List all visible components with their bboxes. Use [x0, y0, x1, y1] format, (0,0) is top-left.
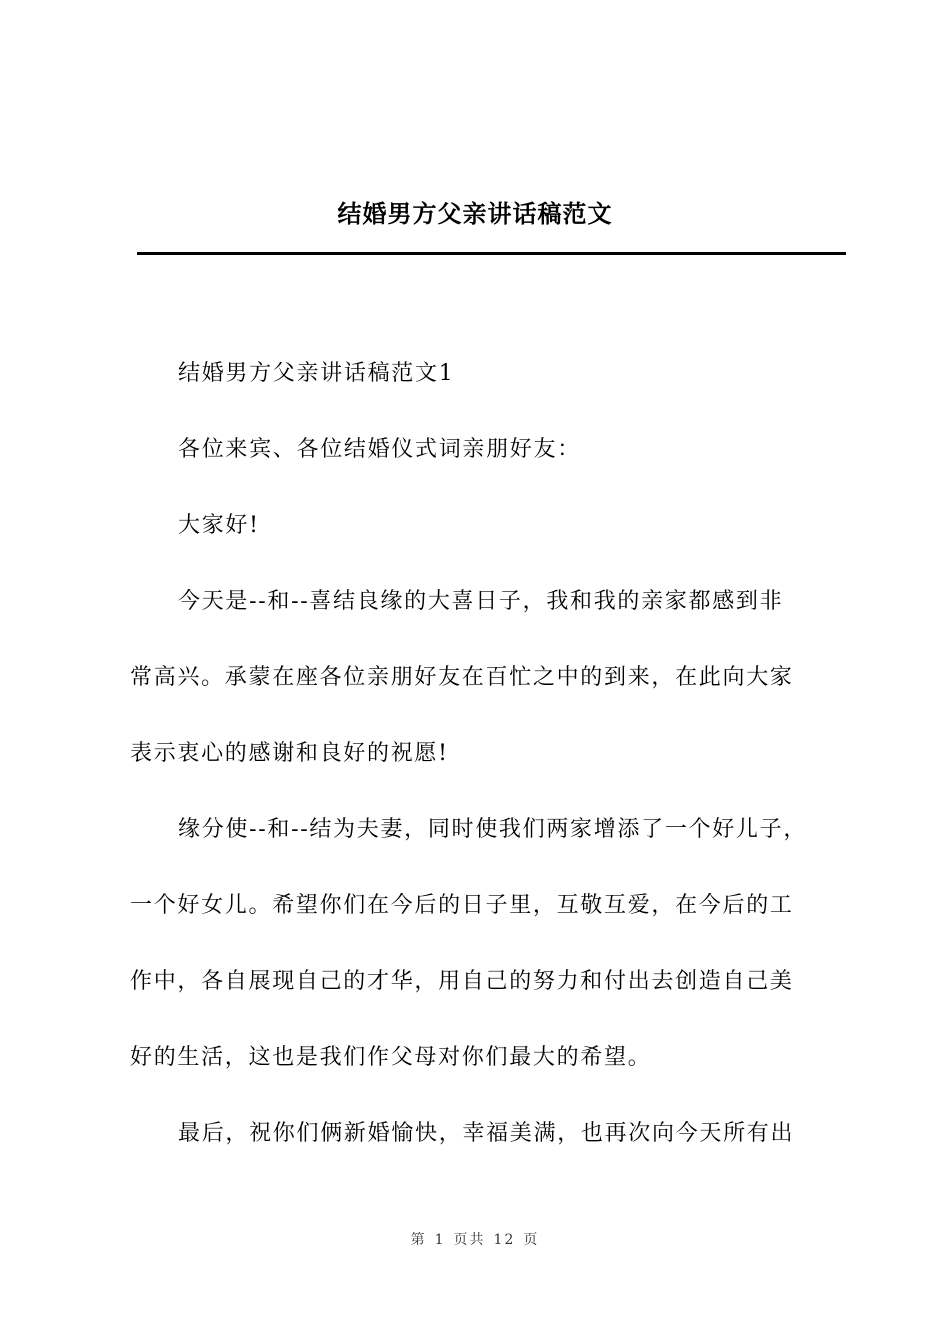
text-line: 缘分使--和--结为夫妻，同时使我们两家增添了一个好儿子，: [178, 817, 808, 842]
title-underline: [137, 252, 846, 255]
page-label-suffix: 页: [523, 1232, 540, 1248]
page-label-mid: 页共: [453, 1232, 486, 1248]
total-pages-number: 12: [493, 1232, 516, 1248]
text-line: 好的生活，这也是我们作父母对你们最大的希望。: [130, 1045, 652, 1070]
paragraph-heading: [130, 336, 850, 412]
text-line: 大家好!: [178, 513, 260, 538]
paragraph-thanks: [130, 564, 850, 792]
text-line: 作中，各自展现自己的才华，用自己的努力和付出去创造自己美: [130, 969, 794, 994]
paragraph-salutation: [130, 412, 850, 488]
paragraph-wishes: [130, 792, 850, 1096]
page-label-prefix: 第: [410, 1232, 427, 1248]
text-line: 常高兴。承蒙在座各位亲朋好友在百忙之中的到来，在此向大家: [130, 665, 794, 690]
text-line: 各位来宾、各位结婚仪式词亲朋好友：: [178, 437, 581, 462]
text-line: 最后，祝你们俩新婚愉快，幸福美满，也再次向今天所有出: [178, 1121, 795, 1146]
page-footer: [0, 1229, 950, 1249]
text-line: 今天是--和--喜结良缘的大喜日子，我和我的亲家都感到非: [178, 589, 784, 614]
document-title: 结婚男方父亲讲话稿范文: [337, 199, 613, 228]
text-line: 表示衷心的感谢和良好的祝愿!: [130, 741, 449, 766]
text-line: 结婚男方父亲讲话稿范文1: [178, 361, 455, 386]
paragraph-greeting: [130, 488, 850, 564]
paragraph-closing: [130, 1096, 850, 1172]
current-page-number: 1: [434, 1232, 446, 1248]
document-body: [130, 336, 850, 1172]
text-line: 一个好女儿。希望你们在今后的日子里，互敬互爱，在今后的工: [130, 893, 794, 918]
